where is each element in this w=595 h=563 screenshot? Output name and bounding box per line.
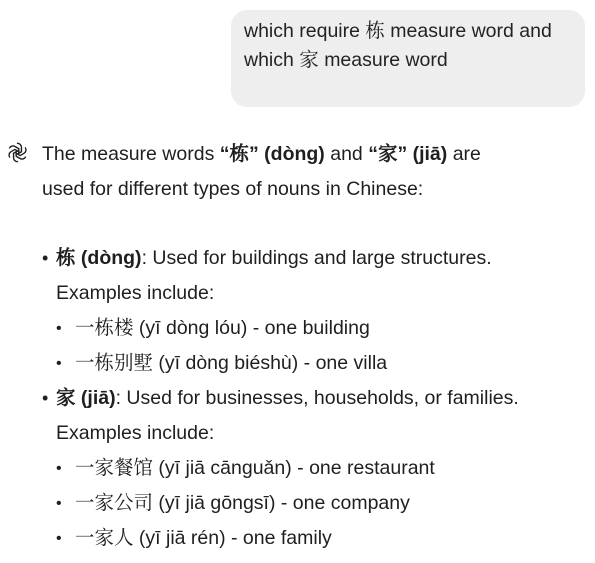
list-item-dong xyxy=(42,241,562,311)
bullet-dot-icon: • xyxy=(56,320,62,337)
examples-label-dong: Examples include: xyxy=(56,282,215,304)
intro-middle: and xyxy=(324,143,369,165)
user-message-line-2: which 家 measure word xyxy=(244,49,448,71)
bullet-dot-icon: • xyxy=(56,530,62,547)
intro-suffix: are xyxy=(447,143,481,165)
assistant-answer xyxy=(42,137,562,556)
list-item xyxy=(42,346,562,381)
answer-intro xyxy=(42,137,562,207)
intro-prefix: The measure words xyxy=(42,143,220,165)
example-text: 一家餐馆 (yī jiā cānguǎn) - one restaurant xyxy=(75,457,435,479)
intro-term-dong: “栋” (dòng) xyxy=(219,143,325,165)
list-item xyxy=(42,486,562,521)
user-message-line-1: which require 栋 measure word and xyxy=(244,20,552,42)
example-text: 一栋别墅 (yī dòng biéshù) - one villa xyxy=(75,352,388,374)
paragraph-spacer xyxy=(42,207,562,241)
list-item xyxy=(42,311,562,346)
bullet-dot-icon: • xyxy=(56,355,62,372)
intro-term-jia: “家” (jiā) xyxy=(368,143,448,165)
list-item-jia xyxy=(42,381,562,451)
list-item xyxy=(42,521,562,556)
example-text: 一家公司 (yī jiā gōngsī) - one company xyxy=(75,492,410,514)
example-text: 一家人 (yī jiā rén) - one family xyxy=(75,527,332,549)
example-text: 一栋楼 (yī dòng lóu) - one building xyxy=(75,317,370,339)
bullet-dot-icon: • xyxy=(56,460,62,477)
examples-list-dong xyxy=(42,311,562,381)
bullet-dot-icon: • xyxy=(42,248,49,268)
examples-list-jia xyxy=(42,451,562,556)
examples-label-jia: Examples include: xyxy=(56,422,215,444)
user-message-bubble xyxy=(231,10,585,107)
bullet-dot-icon: • xyxy=(56,495,62,512)
item-term-jia: 家 (jiā) xyxy=(56,387,116,409)
item-description-dong: : Used for buildings and large structures. xyxy=(141,247,492,269)
intro-line-2: used for different types of nouns in Chinese: xyxy=(42,178,424,200)
item-description-jia: : Used for businesses, households, or families. xyxy=(115,387,519,409)
item-term-dong: 栋 (dòng) xyxy=(56,247,142,269)
bullet-dot-icon: • xyxy=(42,388,49,408)
openai-logo-icon xyxy=(5,140,30,165)
list-item xyxy=(42,451,562,486)
